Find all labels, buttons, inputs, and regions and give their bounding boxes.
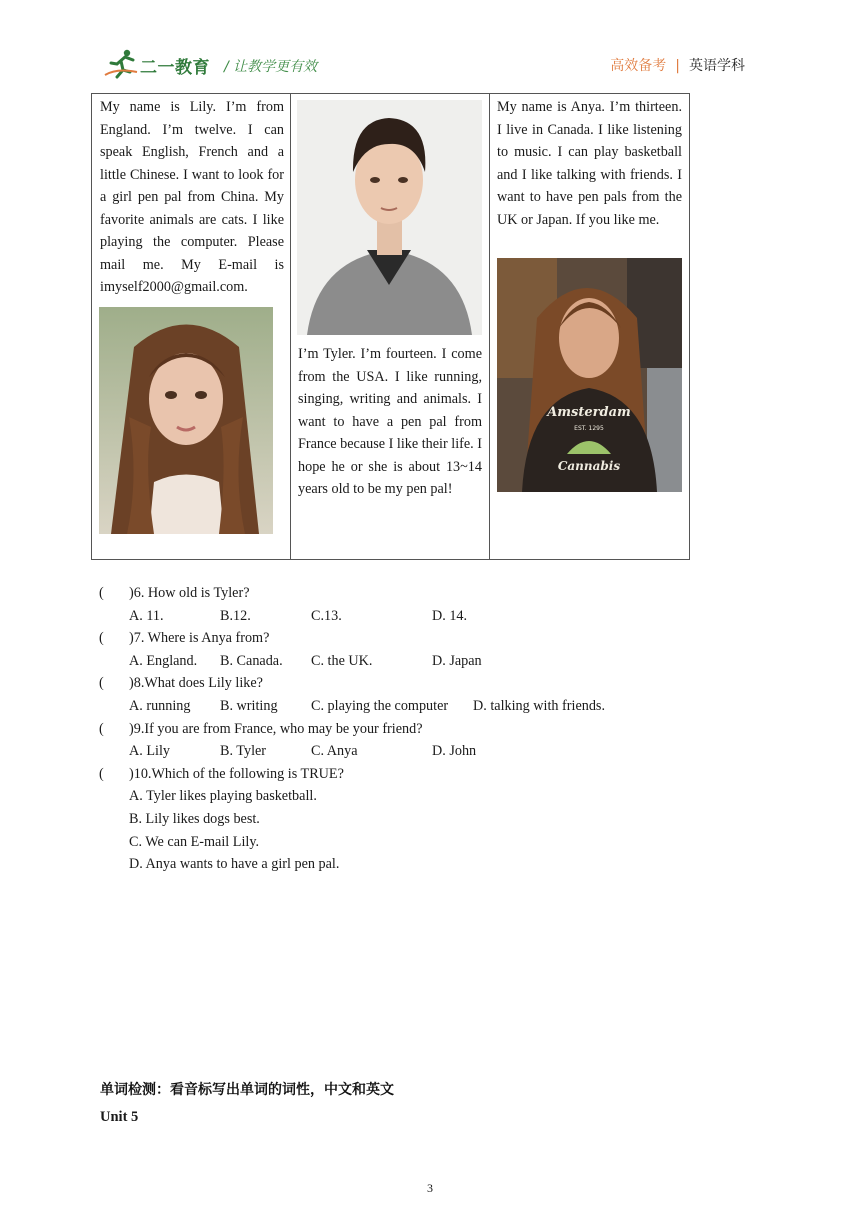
question-10 [99, 763, 739, 786]
question-text: )10.Which of the following is TRUE? [129, 765, 344, 782]
option-d: D. Anya wants to have a girl pen pal. [129, 856, 340, 873]
unit-label: Unit 5 [100, 1109, 139, 1125]
anya-description: My name is Anya. I’m thirteen. I live in Canada. I like listening to music. I can play basketball and I like talking with friends. I want to have pen pals from the UK or Japan. If you like me. [497, 99, 682, 228]
header-separator: | [675, 58, 680, 74]
question-8-options [99, 695, 739, 718]
header-right [610, 55, 745, 75]
option-b: B. Canada. [220, 652, 283, 669]
option-b: B.12. [220, 607, 251, 624]
tyler-description: I’m Tyler. I’m fourteen. I come from the USA. I like running, singing, writing and animals. I want to have a pen pal from France because I like their life. I hope he or she is about 13~14 years old to be my pen pal! [298, 346, 482, 497]
lily-description: My name is Lily. I’m from England. I’m twelve. I can speak English, French and a little Chinese. I want to look for a girl pen pal from China. My favorite animals are cats. I like playing the computer. Please mail me. My E-mail is imyself2000@gmail.com. [100, 99, 284, 295]
pen-pal-cell-tyler [291, 94, 490, 559]
header-subject: 英语学科 [689, 58, 745, 74]
option-b: B. writing [220, 697, 278, 714]
option-d: D. talking with friends. [473, 697, 606, 714]
option-d: D. 14. [432, 607, 468, 624]
anya-photo [497, 258, 682, 492]
questions-section [99, 582, 739, 876]
page-number: 3 [427, 1181, 433, 1195]
question-7-options [99, 650, 739, 673]
option-a: A. running [129, 697, 191, 714]
option-b: B. Lily likes dogs best. [129, 810, 260, 827]
question-8 [99, 672, 739, 695]
question-text: )7. Where is Anya from? [129, 630, 270, 647]
answer-blank: ( [99, 630, 104, 647]
pen-pal-cell-lily [92, 94, 291, 559]
question-6-options [99, 605, 739, 628]
option-a: A. 11. [129, 607, 164, 624]
answer-blank: ( [99, 720, 104, 737]
question-6 [99, 582, 739, 605]
question-7 [99, 627, 739, 650]
shirt-text-mid: EST. 1295 [574, 425, 604, 432]
pen-pal-table [91, 93, 690, 560]
header-brand: 高效备考 [610, 58, 667, 74]
option-c: C. playing the computer [311, 697, 449, 714]
answer-blank: ( [99, 585, 104, 601]
option-c: C.13. [311, 607, 342, 624]
option-c: C. We can E-mail Lily. [129, 833, 260, 850]
shirt-text-bottom: Cannabis [557, 459, 621, 473]
logo-text: 二一教育 [140, 58, 210, 78]
option-b: B. Tyler [220, 743, 267, 760]
question-text: )6. How old is Tyler? [129, 585, 250, 601]
header-slogan: / 让教学更有效 [224, 59, 318, 75]
shirt-text-top: Amsterdam [547, 405, 631, 420]
question-text: )8.What does Lily like? [129, 675, 263, 692]
option-d: D. Japan [432, 652, 482, 669]
tyler-photo [297, 100, 482, 335]
option-a: A. England. [129, 652, 198, 669]
pen-pal-cell-anya [490, 94, 689, 559]
question-9 [99, 718, 739, 741]
option-c: C. Anya [311, 743, 358, 760]
answer-blank: ( [99, 675, 104, 692]
answer-blank: ( [99, 765, 104, 782]
question-9-options [99, 740, 739, 763]
option-a: A. Tyler likes playing basketball. [129, 788, 317, 805]
section-heading: 单词检测：看音标写出单词的词性，中文和英文 [100, 1082, 394, 1098]
option-c: C. the UK. [311, 652, 373, 669]
lily-photo [99, 307, 273, 534]
runner-logo-icon [103, 48, 139, 80]
option-d: D. John [432, 743, 477, 760]
question-text: )9.If you are from France, who may be your friend? [129, 720, 423, 737]
page-header [100, 46, 745, 82]
option-a: A. Lily [129, 743, 170, 760]
